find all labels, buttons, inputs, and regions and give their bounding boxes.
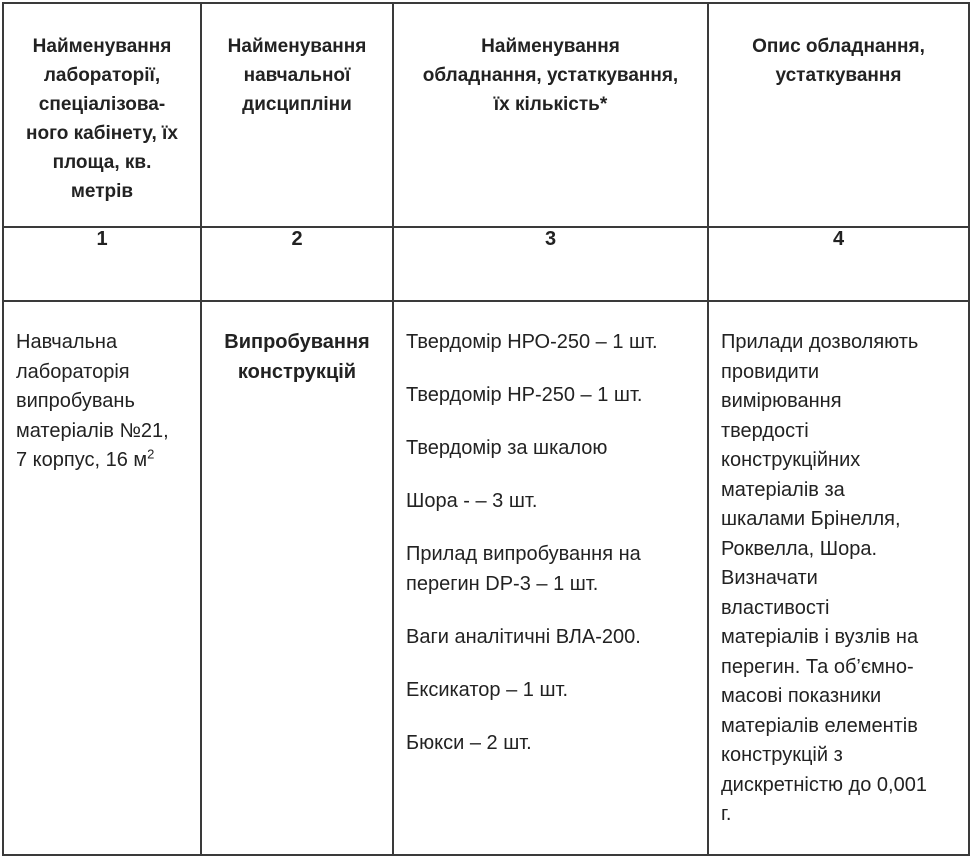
header-line: Опис обладнання, [752,36,925,57]
description-line: матеріалів елементів [721,714,918,737]
column-number: 4 [708,227,969,301]
column-number: 2 [201,227,393,301]
equipment-item [406,487,695,517]
lab-line: Навчальна [16,331,118,353]
header-line: Найменування [32,36,172,57]
header-line: Найменування [481,36,620,57]
header-line: метрів [70,181,134,202]
equipment-item [406,623,695,653]
header-cell-lab [3,3,201,227]
lab-line: випробувань [16,390,135,412]
discipline-cell [201,301,393,855]
column-number-row [3,227,969,301]
description-line: провидити [721,360,820,383]
lab-line: лабораторія [16,360,130,383]
description-line: дискретністю до 0,001 [721,773,927,796]
equipment-item [406,676,695,706]
equipment-item [406,381,695,411]
discipline-line: Випробування [224,331,370,353]
description-line: вимірювання [721,390,842,412]
description-cell [708,301,969,855]
equipment-table [2,2,970,856]
header-cell-discipline [201,3,393,227]
description-line: шкалами Брінелля, [721,508,901,530]
table-header-row [3,3,969,227]
description-line: властивості [721,596,830,619]
header-cell-equipment [393,3,708,227]
table-row [3,301,969,855]
header-line: дисципліни [242,94,352,115]
description-line: Визначати [721,567,818,589]
header-line: їх кількість* [493,94,608,115]
equipment-line: Прилад випробування на [406,543,641,565]
header-line: лабораторії, [43,65,161,86]
lab-line: 7 корпус, 16 м [16,449,148,471]
equipment-line: Шора - – 3 шт. [406,490,538,512]
description-line: Роквелла, Шора. [721,537,878,560]
equipment-line: Твердомір за шкалою [406,437,608,459]
header-cell-description [708,3,969,227]
description-line: конструкцій з [721,744,843,766]
equipment-item [406,328,695,358]
header-line: площа, кв. [52,152,152,173]
equipment-line: Твердомір НР-250 – 1 шт. [406,384,643,406]
description-line: Прилади дозволяють [721,331,919,353]
equipment-line: Ваги аналітичні ВЛА-200. [406,625,641,648]
area-superscript: 2 [147,446,155,462]
description-line: перегин. Та об’ємно- [721,655,914,678]
equipment-item [406,729,695,759]
description-line: г. [721,803,732,825]
lab-area-line [16,446,188,476]
equipment-item [406,540,695,599]
equipment-line: Бюкси – 2 шт. [406,731,532,754]
header-line: навчальної [243,65,351,86]
header-line: Найменування [227,36,367,57]
lab-line: матеріалів №21, [16,419,169,442]
header-line: обладнання, устаткування, [422,65,679,86]
column-number: 3 [393,227,708,301]
equipment-item [406,434,695,464]
header-line: ного кабінету, їх [26,123,178,144]
column-number: 1 [3,227,201,301]
equipment-line: Ексикатор – 1 шт. [406,678,569,701]
description-line: масові показники [721,685,882,707]
header-line: спеціалізова- [38,94,166,115]
header-line: устаткування [775,65,902,86]
description-line: матеріалів за [721,478,845,501]
equipment-cell [393,301,708,855]
lab-cell [3,301,201,855]
discipline-line: конструкцій [237,360,357,383]
equipment-line: Твердомір НРО-250 – 1 шт. [406,331,658,353]
description-line: твердості [721,419,809,442]
description-line: конструкційних [721,449,861,471]
description-line: матеріалів і вузлів на [721,626,919,648]
equipment-line: перегин DP-3 – 1 шт. [406,572,599,595]
